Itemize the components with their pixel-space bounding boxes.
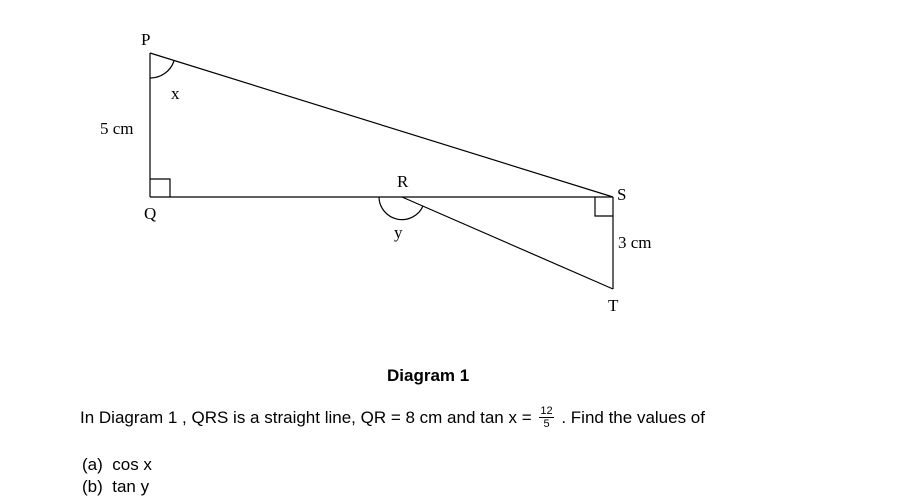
label-length-pq: 5 cm [100,119,134,138]
label-t: T [608,296,619,315]
part-b-text: tan y [112,477,150,496]
label-angle-y: y [394,223,403,242]
fraction-denominator: 5 [543,418,550,431]
problem-text-before: In Diagram 1 , QRS is a straight line, QR = 8 cm and tan x = [80,408,537,427]
tan-x-fraction [539,405,553,430]
question-parts [82,454,152,498]
question-part-b [82,476,152,498]
part-a-label: (a) [82,455,103,474]
diagram-caption: Diagram 1 [387,366,470,385]
label-length-st: 3 cm [618,233,652,252]
problem-text-after: . Find the values of [556,408,705,427]
question-part-a [82,454,152,476]
angle-arc-x [150,61,174,78]
label-r: R [397,172,409,191]
problem-statement [80,404,705,432]
part-a-text: cos x [112,455,152,474]
segment-rt [402,197,613,289]
part-b-label: (b) [82,477,103,496]
label-p: P [141,30,151,49]
label-s: S [617,185,627,204]
label-angle-x: x [171,84,180,103]
segment-ps [150,53,613,197]
right-angle-s [595,197,613,216]
fraction-numerator: 12 [540,405,553,418]
angle-arc-y [379,197,423,220]
right-angle-q [150,179,170,197]
label-q: Q [144,204,157,223]
